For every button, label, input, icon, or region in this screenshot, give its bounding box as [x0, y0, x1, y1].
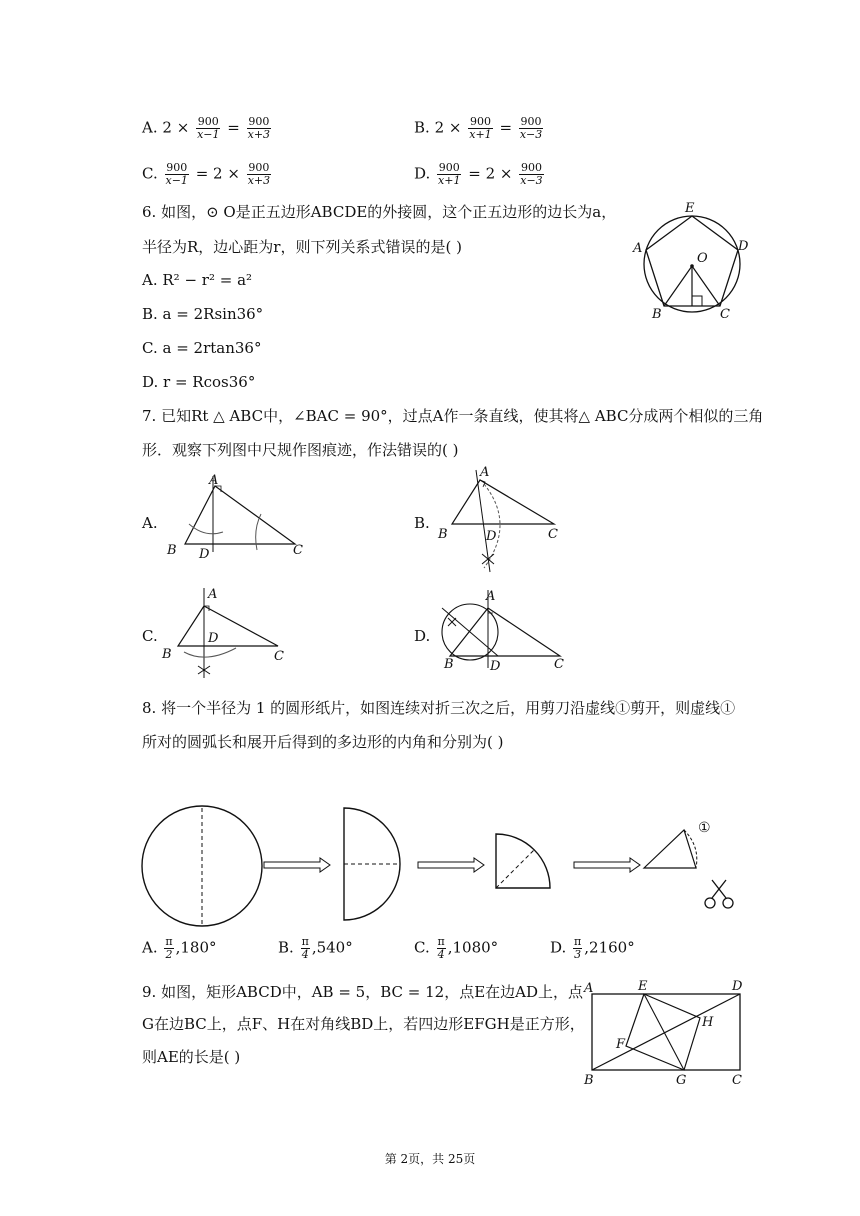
q9-rectangle-figure — [582, 976, 754, 1088]
q8-option-a: A. $\frac{\pi}{2}$ ,180° — [142, 935, 217, 961]
q6-option-b: B. a = 2Rsin36° — [142, 305, 264, 323]
q7-figure-c — [160, 584, 300, 680]
svg-text:C: C — [548, 527, 558, 542]
q6-label-o: O — [697, 251, 708, 266]
svg-text:B: B — [584, 1073, 594, 1088]
svg-text:F: F — [616, 1037, 626, 1052]
svg-text:H: H — [702, 1015, 714, 1030]
q6-option-a: A. R² − r² = a² — [142, 271, 253, 289]
svg-text:E: E — [638, 979, 648, 994]
q7-figure-a — [165, 474, 315, 564]
svg-text:A: A — [208, 587, 218, 602]
q6-line1: 6. 如图，⊙ O是正五边形ABCDE的外接圆，这个正五边形的边长为a， — [142, 203, 617, 221]
q6-option-d: D. r = Rcos36° — [142, 373, 256, 391]
svg-text:A: A — [486, 589, 496, 604]
svg-text:B: B — [438, 527, 448, 542]
svg-text:D: D — [490, 659, 501, 674]
svg-text:A: A — [584, 981, 594, 996]
svg-text:D: D — [732, 979, 743, 994]
svg-text:B: B — [162, 647, 172, 662]
q9-line3: 则AE的长是( ) — [142, 1048, 241, 1066]
svg-text:D: D — [486, 529, 497, 544]
q7-option-c-label: C. — [142, 627, 158, 645]
q8-option-c: C. $\frac{\pi}{4}$ ,1080° — [414, 935, 499, 961]
q6-line2: 半径为R，边心距为r，则下列关系式错误的是( ) — [142, 238, 462, 256]
page-footer: 第 2页，共 25页 — [384, 1152, 476, 1166]
scissors-icon — [705, 880, 733, 908]
q7-line2: 形．观察下列图中尺规作图痕迹，作法错误的( ) — [142, 441, 459, 459]
svg-text:C: C — [293, 543, 303, 558]
q7-figure-b — [436, 464, 586, 576]
q7-option-a-label: A. — [142, 514, 158, 532]
q6-option-c: C. a = 2rtan36° — [142, 339, 262, 357]
svg-text:C: C — [274, 649, 284, 664]
q6-label-d: D — [738, 239, 749, 254]
q5-option-d: D. $\frac{900}{x+1}$ = 2 × $\frac{900}{x-3}$ — [414, 161, 543, 187]
svg-text:B: B — [167, 543, 177, 558]
svg-text:G: G — [676, 1073, 687, 1088]
svg-text:A: A — [209, 473, 219, 488]
q6-label-b: B — [652, 307, 662, 322]
q6-label-c: C — [720, 307, 730, 322]
q8-option-d: D. $\frac{\pi}{3}$ ,2160° — [550, 935, 635, 961]
q8-line1: 8. 将一个半径为 1 的圆形纸片，如图连续对折三次之后，用剪刀沿虚线①剪开，则虚线① — [142, 699, 736, 717]
q6-label-a: A — [633, 241, 643, 256]
q7-figure-d — [436, 586, 576, 678]
q8-option-b: B. $\frac{\pi}{4}$ ,540° — [278, 935, 353, 961]
q7-option-d-label: D. — [414, 627, 431, 645]
svg-text:B: B — [444, 657, 454, 672]
q5-option-b: B. 2 × $\frac{900}{x+1}$ = $\frac{900}{x-3}$ — [414, 115, 543, 141]
q8-circled-label: ① — [698, 820, 711, 836]
svg-text:C: C — [732, 1073, 742, 1088]
q6-label-e: E — [685, 201, 695, 216]
q7-line1: 7. 已知Rt △ ABC中，∠BAC = 90°，过点A作一条直线，使其将△ ABC分成两个相似的三角 — [142, 407, 764, 425]
svg-text:C: C — [554, 657, 564, 672]
q6-pentagon-figure — [630, 198, 750, 322]
svg-text:D: D — [199, 547, 210, 562]
q5-option-a: A. 2 × $\frac{900}{x-1}$ = $\frac{900}{x+3}$ — [142, 115, 271, 141]
q7-option-b-label: B. — [414, 514, 430, 532]
svg-text:A: A — [480, 465, 490, 480]
svg-text:D: D — [208, 631, 219, 646]
q8-folding-figure — [140, 800, 740, 916]
q9-line1: 9. 如图，矩形ABCD中，AB = 5，BC = 12，点E在边AD上，点 — [142, 983, 584, 1001]
q5-option-c: C. $\frac{900}{x-1}$ = 2 × $\frac{900}{x+3}$ — [142, 161, 271, 187]
q8-line2: 所对的圆弧长和展开后得到的多边形的内角和分别为( ) — [142, 733, 504, 751]
q9-line2: G在边BC上，点F、H在对角线BD上，若四边形EFGH是正方形， — [142, 1015, 585, 1033]
